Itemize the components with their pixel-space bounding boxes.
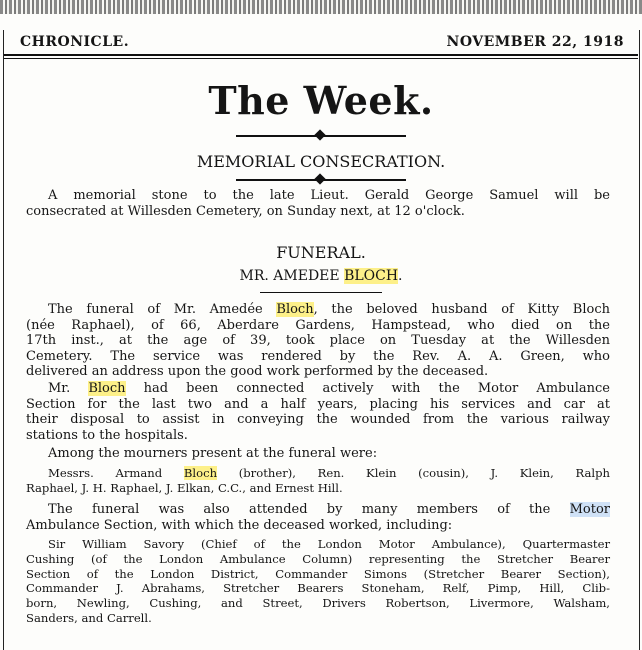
- subheading-name-highlight: BLOCH: [344, 268, 399, 284]
- text-line: Raphael, J. H. Raphael, J. Elkan, C.C., and Ernest Hill.: [26, 480, 343, 495]
- funeral-paragraph-1: [26, 302, 610, 380]
- masthead: [6, 34, 636, 50]
- funeral-heading: FUNERAL.: [276, 243, 366, 262]
- masthead-date: NOVEMBER 22, 1918: [446, 34, 624, 50]
- memorial-line: consecrated at Willesden Cemetery, on Sunday next, at 12 o'clock.: [26, 203, 465, 219]
- text-line: Cemetery. The service was rendered by the Rev. A. A. Green, who: [26, 348, 610, 364]
- page-title: The Week.: [208, 78, 434, 123]
- masthead-rule-thin: [4, 58, 638, 59]
- mourners-list: [26, 466, 610, 496]
- funeral-paragraph-5: [26, 502, 610, 533]
- section-members-list: [26, 537, 610, 626]
- text-line: Section of the London District, Commander Simons (Stretcher Bearer Section),: [26, 566, 610, 581]
- funeral-paragraph-2: [26, 381, 610, 443]
- highlighted-word: Motor: [569, 502, 610, 517]
- text-line: [26, 502, 610, 518]
- text-line: stations to the hospitals.: [26, 427, 188, 443]
- funeral-subheading: [0, 268, 642, 284]
- text-line: [26, 381, 610, 397]
- text-line: Sir William Savory (Chief of the London Motor Ambulance), Quartermaster: [48, 537, 610, 551]
- memorial-ornament: [236, 176, 406, 184]
- text-line: Ambulance Section, with which the deceased worked, including:: [26, 517, 453, 533]
- memorial-paragraph: [26, 188, 610, 219]
- text-line: Section for the last two and a half years, placing his services and car at: [26, 396, 610, 412]
- text-line: 17th inst., at the age of 39, took place on Tuesday at the Willesden: [26, 333, 610, 349]
- text-line: Sanders, and Carrell.: [26, 610, 152, 625]
- text-run: (brother), Ren. Klein (cousin), J. Klein, Ralph: [217, 466, 610, 480]
- highlighted-name: Bloch: [276, 302, 314, 317]
- highlighted-name: Bloch: [88, 381, 126, 396]
- title-ornament: [236, 132, 406, 140]
- text-line: [26, 302, 610, 318]
- text-run: The funeral was also attended by many members of the: [48, 502, 570, 517]
- subheading-rule: [260, 292, 382, 293]
- text-run: Mr.: [48, 381, 89, 396]
- text-line: Cushing (of the London Ambulance Column) representing the Stretcher Bearer: [26, 551, 610, 566]
- left-column-rule: [3, 30, 4, 650]
- masthead-rule: [4, 54, 638, 56]
- text-line: (née Raphael), of 66, Aberdare Gardens, Hampstead, who died on the: [26, 317, 610, 333]
- text-line: their disposal to assist in conveying the wounded from the various railway: [26, 412, 610, 428]
- text-line: Commander J. Abrahams, Stretcher Bearers Stoneham, Relf, Pimp, Hill, Clib-: [26, 581, 610, 596]
- funeral-paragraph-3: Among the mourners present at the funeral were:: [48, 446, 378, 461]
- text-run: had been connected actively with the Motor Ambulance: [125, 381, 610, 396]
- masthead-paper-name: CHRONICLE.: [20, 34, 130, 50]
- text-run: , the beloved husband of Kitty Bloch: [313, 302, 610, 317]
- text-line: delivered an address upon the good work performed by the deceased.: [26, 364, 489, 380]
- right-column-rule: [639, 30, 640, 650]
- text-line: [26, 466, 610, 481]
- text-run: Messrs. Armand: [48, 466, 184, 480]
- subheading-suffix: .: [398, 268, 403, 284]
- memorial-heading: MEMORIAL CONSECRATION.: [196, 152, 446, 171]
- memorial-line: A memorial stone to the late Lieut. Gerald George Samuel will be: [48, 188, 610, 203]
- text-line: born, Newling, Cushing, and Street, Drivers Robertson, Livermore, Walsham,: [26, 596, 610, 611]
- highlighted-name: Bloch: [183, 466, 218, 480]
- torn-edge: [0, 0, 642, 14]
- text-run: The funeral of Mr. Amedée: [48, 302, 277, 317]
- subheading-prefix: MR. AMEDEE: [239, 268, 345, 284]
